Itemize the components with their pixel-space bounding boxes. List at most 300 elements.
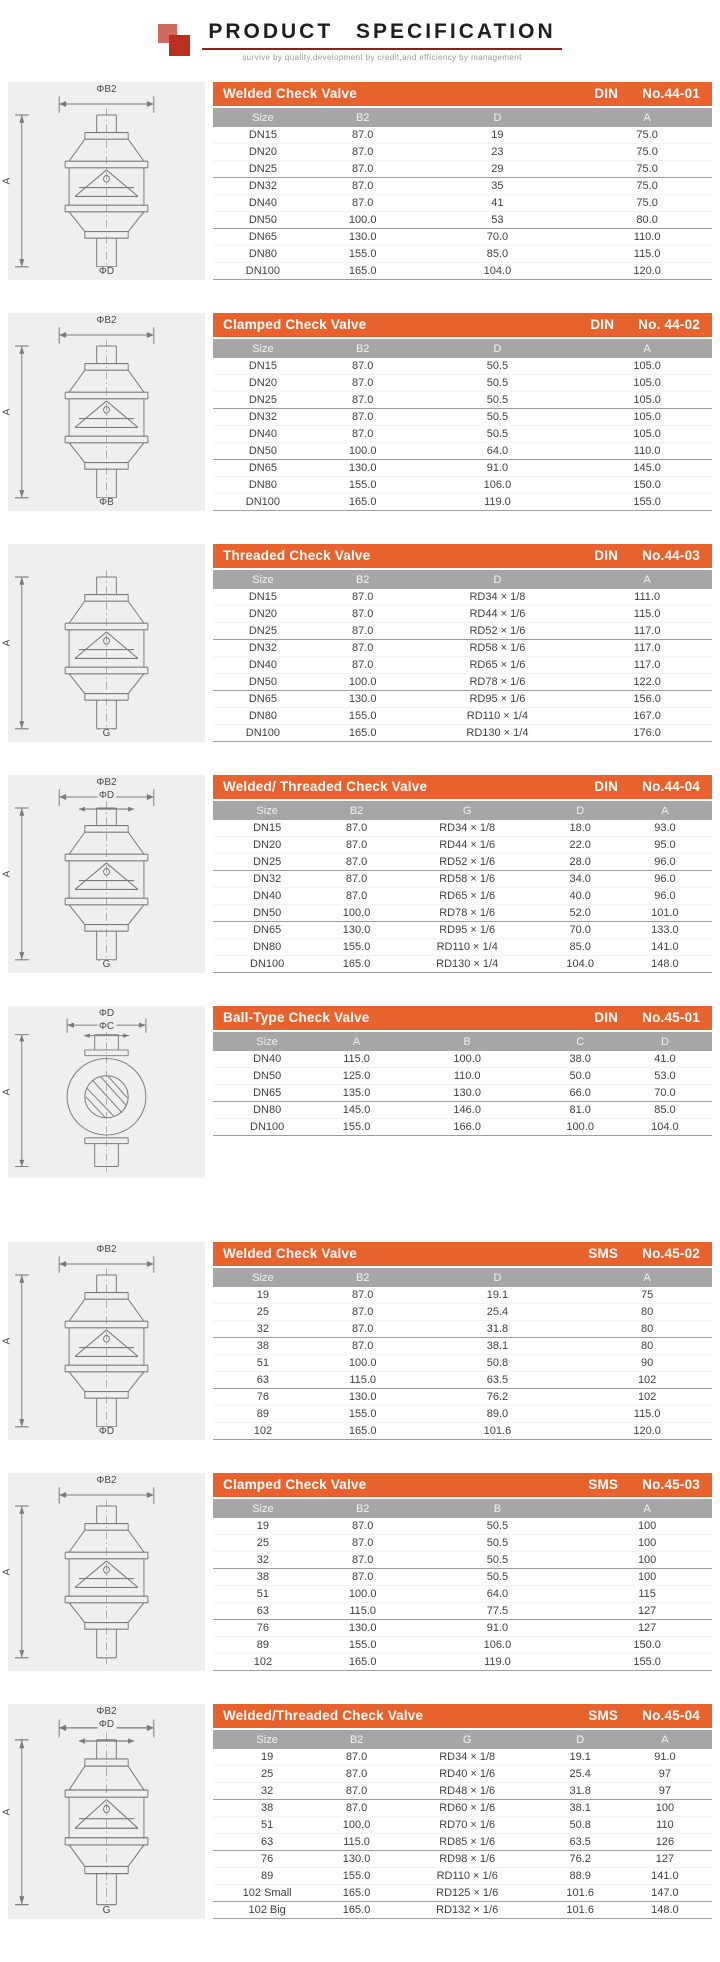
table-cell: 81.0 bbox=[569, 1104, 591, 1116]
table-cell: 100 bbox=[637, 1554, 657, 1566]
table-row bbox=[213, 1637, 712, 1654]
table-row bbox=[213, 1372, 712, 1389]
table-row bbox=[213, 1085, 712, 1102]
table-cell: 89 bbox=[261, 1870, 274, 1882]
table-cell: 87.0 bbox=[351, 411, 374, 423]
table-cell: DN20 bbox=[248, 377, 277, 389]
table-row bbox=[213, 375, 712, 392]
table-cell: 130.0 bbox=[348, 231, 377, 243]
table-cell: 155.0 bbox=[348, 1639, 377, 1651]
table-cell: 115 bbox=[638, 1588, 656, 1600]
valve-diagram bbox=[1, 1473, 205, 1671]
column-header: A bbox=[643, 573, 651, 586]
table-row bbox=[213, 1304, 712, 1321]
valve-drawing-icon bbox=[8, 313, 205, 511]
column-header: Size bbox=[256, 1733, 278, 1746]
table-cell: 87.0 bbox=[345, 822, 368, 834]
table-cell: 87.0 bbox=[351, 1340, 374, 1352]
table-cell: DN40 bbox=[248, 428, 277, 440]
table-cell: RD65 × 1/6 bbox=[439, 890, 496, 902]
standard-label: DIN bbox=[594, 1010, 619, 1025]
table-row bbox=[213, 195, 712, 212]
table-row bbox=[213, 1338, 712, 1355]
table-cell: 87.0 bbox=[351, 1306, 374, 1318]
table-cell: 165.0 bbox=[348, 496, 377, 508]
logo-front-square bbox=[169, 35, 190, 56]
table-row bbox=[213, 820, 712, 837]
table-cell: DN80 bbox=[248, 248, 277, 260]
table-row bbox=[213, 589, 712, 606]
table-body bbox=[213, 1749, 712, 1919]
table-cell: 53 bbox=[491, 214, 504, 226]
table-cell: DN40 bbox=[253, 890, 282, 902]
table-cell: 145.0 bbox=[633, 462, 661, 474]
table-cell: DN32 bbox=[253, 873, 282, 885]
valve-diagram bbox=[1, 313, 205, 511]
table-cell: DN65 bbox=[253, 924, 282, 936]
table-cell: 87.0 bbox=[351, 608, 374, 620]
standard-label: SMS bbox=[588, 1246, 619, 1261]
valve-section bbox=[1, 544, 712, 742]
table-header-row bbox=[213, 570, 712, 589]
table-cell: 87.0 bbox=[345, 1751, 368, 1763]
table-cell: 100.0 bbox=[566, 1121, 594, 1133]
table-row bbox=[213, 905, 712, 922]
table-cell: 32 bbox=[256, 1323, 270, 1335]
table-cell: 50.0 bbox=[569, 1070, 591, 1082]
dim-label-top2: ΦD bbox=[98, 1719, 115, 1730]
table-row bbox=[213, 1535, 712, 1552]
table-cell: 35 bbox=[491, 180, 504, 192]
table-cell: DN50 bbox=[248, 445, 277, 457]
table-row bbox=[213, 1552, 712, 1569]
table-row bbox=[213, 922, 712, 939]
column-header: B2 bbox=[355, 342, 370, 355]
table-cell: DN15 bbox=[248, 129, 277, 141]
table-cell: 66.0 bbox=[569, 1087, 591, 1099]
table-cell: 63.5 bbox=[569, 1836, 591, 1848]
table-row bbox=[213, 1800, 712, 1817]
page-header bbox=[8, 20, 712, 62]
table-cell: 38 bbox=[256, 1571, 270, 1583]
standard-label: DIN bbox=[594, 779, 619, 794]
table-cell: DN25 bbox=[248, 625, 277, 637]
table-cell: DN80 bbox=[253, 941, 282, 953]
table-cell: DN20 bbox=[253, 839, 282, 851]
table-cell: 70.0 bbox=[569, 924, 591, 936]
table-row bbox=[213, 674, 712, 691]
table-row bbox=[213, 443, 712, 460]
table-cell: 100.0 bbox=[342, 1819, 371, 1831]
table-cell: 75.0 bbox=[636, 180, 658, 192]
table-title-bar bbox=[213, 82, 712, 106]
table-row bbox=[213, 623, 712, 640]
table-cell: 104.0 bbox=[651, 1121, 679, 1133]
column-header: B2 bbox=[349, 1733, 364, 1746]
table-cell: 125.0 bbox=[342, 1070, 371, 1082]
table-cell: DN32 bbox=[248, 411, 277, 423]
table-cell: 87.0 bbox=[351, 1571, 374, 1583]
table-cell: 19 bbox=[261, 1751, 274, 1763]
table-row bbox=[213, 1654, 712, 1671]
table-cell: 51 bbox=[261, 1819, 274, 1831]
table-cell: 87.0 bbox=[351, 659, 374, 671]
table-cell: 85.0 bbox=[654, 1104, 676, 1116]
table-cell: 110 bbox=[656, 1819, 674, 1831]
column-header: A bbox=[643, 342, 651, 355]
standard-ref bbox=[594, 779, 700, 794]
table-cell: 50.5 bbox=[486, 377, 509, 389]
column-header: A bbox=[661, 1733, 669, 1746]
table-row bbox=[213, 358, 712, 375]
table-cell: DN25 bbox=[248, 163, 277, 175]
table-cell: 106.0 bbox=[483, 479, 512, 491]
table-cell: 25.4 bbox=[486, 1306, 509, 1318]
table-row bbox=[213, 1868, 712, 1885]
table-cell: DN100 bbox=[245, 727, 281, 739]
table-cell: DN40 bbox=[253, 1053, 282, 1065]
table-cell: 102 Small bbox=[242, 1887, 292, 1899]
page-tagline: survive by quality,development by credit,and efficiency by management bbox=[242, 53, 522, 62]
standard-ref bbox=[594, 548, 700, 563]
table-cell: 110.0 bbox=[453, 1070, 481, 1082]
dim-label-top: ΦB2 bbox=[96, 1244, 117, 1255]
table-cell: DN65 bbox=[253, 1087, 282, 1099]
valve-drawing-icon bbox=[8, 82, 205, 280]
table-cell: 70.0 bbox=[654, 1087, 676, 1099]
table-cell: 97 bbox=[658, 1785, 672, 1797]
table-cell: 87.0 bbox=[351, 394, 374, 406]
column-header: Size bbox=[252, 111, 274, 124]
table-cell: 96.0 bbox=[654, 873, 676, 885]
valve-drawing-icon bbox=[8, 1704, 205, 1919]
table-cell: 104.0 bbox=[566, 958, 594, 970]
table-cell: 87.0 bbox=[351, 163, 374, 175]
column-header: B2 bbox=[355, 573, 370, 586]
column-header: A bbox=[643, 111, 651, 124]
spec-table bbox=[213, 313, 712, 511]
table-cell: 100.0 bbox=[348, 445, 377, 457]
table-cell: 101.0 bbox=[651, 907, 679, 919]
table-body bbox=[213, 127, 712, 280]
spec-number: No.45-01 bbox=[642, 1010, 700, 1025]
table-cell: 100 bbox=[637, 1571, 657, 1583]
valve-diagram bbox=[1, 1006, 205, 1178]
table-cell: RD34 × 1/8 bbox=[439, 822, 496, 834]
table-cell: 150.0 bbox=[633, 1639, 661, 1651]
spec-table bbox=[213, 1242, 712, 1440]
table-row bbox=[213, 1051, 712, 1068]
table-row bbox=[213, 1119, 712, 1136]
table-title-bar bbox=[213, 313, 712, 337]
table-cell: 75.0 bbox=[636, 146, 658, 158]
standard-label: SMS bbox=[588, 1477, 619, 1492]
table-cell: 38.1 bbox=[486, 1340, 509, 1352]
valve-drawing-icon bbox=[8, 544, 205, 742]
table-cell: RD52 × 1/6 bbox=[469, 625, 526, 637]
table-cell: 165.0 bbox=[348, 1656, 377, 1668]
table-cell: 87.0 bbox=[351, 146, 374, 158]
column-header: D bbox=[493, 111, 502, 124]
table-row bbox=[213, 1749, 712, 1766]
table-row bbox=[213, 1068, 712, 1085]
table-cell: 106.0 bbox=[483, 1639, 512, 1651]
standard-label: DIN bbox=[594, 548, 619, 563]
table-cell: 87.0 bbox=[351, 1323, 374, 1335]
dim-label-top2: ΦC bbox=[98, 1021, 115, 1032]
column-header: Size bbox=[256, 1035, 278, 1048]
table-row bbox=[213, 725, 712, 742]
table-cell: 165.0 bbox=[342, 1904, 371, 1916]
table-title-bar bbox=[213, 1242, 712, 1266]
table-cell: DN50 bbox=[253, 907, 282, 919]
column-header: Size bbox=[252, 1271, 274, 1284]
column-header: Size bbox=[252, 342, 274, 355]
table-title-bar bbox=[213, 544, 712, 568]
table-cell: 165.0 bbox=[348, 1425, 377, 1437]
table-cell: 115.0 bbox=[343, 1836, 370, 1848]
dim-label-bottom: G bbox=[102, 1905, 111, 1916]
column-header: D bbox=[493, 573, 502, 586]
table-cell: 166.0 bbox=[453, 1121, 481, 1133]
table-header-row bbox=[213, 801, 712, 820]
table-row bbox=[213, 837, 712, 854]
table-body bbox=[213, 589, 712, 742]
table-cell: 102 bbox=[253, 1656, 273, 1668]
table-cell: 25 bbox=[261, 1768, 274, 1780]
valve-type-title: Clamped Check Valve bbox=[223, 317, 367, 332]
table-row bbox=[213, 1783, 712, 1800]
table-row bbox=[213, 494, 712, 511]
table-cell: 53.0 bbox=[654, 1070, 676, 1082]
table-cell: DN20 bbox=[248, 146, 277, 158]
table-cell: 95.0 bbox=[654, 839, 676, 851]
table-cell: 87.0 bbox=[351, 1520, 374, 1532]
column-header: D bbox=[576, 1733, 585, 1746]
table-cell: 102 Big bbox=[248, 1904, 286, 1916]
table-title-bar bbox=[213, 1473, 712, 1497]
table-cell: 102 bbox=[637, 1391, 657, 1403]
table-cell: 100.0 bbox=[348, 1588, 377, 1600]
table-row bbox=[213, 1885, 712, 1902]
spec-number: No.45-02 bbox=[642, 1246, 700, 1261]
table-cell: 155.0 bbox=[348, 1408, 377, 1420]
table-cell: 91.0 bbox=[486, 1622, 509, 1634]
table-cell: 80 bbox=[641, 1323, 654, 1335]
table-cell: RD70 × 1/6 bbox=[439, 1819, 496, 1831]
column-header: Size bbox=[256, 804, 278, 817]
table-cell: 105.0 bbox=[633, 377, 661, 389]
table-title-bar bbox=[213, 1704, 712, 1728]
table-title-bar bbox=[213, 775, 712, 799]
table-cell: 87.0 bbox=[345, 839, 368, 851]
table-cell: 91.0 bbox=[486, 462, 509, 474]
table-cell: 165.0 bbox=[348, 727, 377, 739]
valve-type-title: Welded Check Valve bbox=[223, 86, 357, 101]
table-cell: 115.0 bbox=[343, 1053, 370, 1065]
table-cell: 155.0 bbox=[633, 496, 661, 508]
table-cell: 130.0 bbox=[342, 1853, 371, 1865]
dim-label-left: A bbox=[1, 870, 13, 878]
table-cell: DN32 bbox=[248, 180, 277, 192]
standard-label: DIN bbox=[590, 317, 615, 332]
table-cell: 63 bbox=[256, 1605, 270, 1617]
dim-label-bottom: G bbox=[102, 959, 111, 970]
table-header-row bbox=[213, 1268, 712, 1287]
table-cell: 105.0 bbox=[633, 428, 661, 440]
standard-ref bbox=[590, 317, 700, 332]
table-cell: 75 bbox=[641, 1289, 654, 1301]
table-header-row bbox=[213, 1499, 712, 1518]
table-cell: 38.1 bbox=[569, 1802, 591, 1814]
table-row bbox=[213, 1603, 712, 1620]
table-cell: 50.5 bbox=[486, 428, 509, 440]
table-cell: 19.1 bbox=[569, 1751, 591, 1763]
table-row bbox=[213, 871, 712, 888]
table-cell: 80 bbox=[641, 1340, 654, 1352]
table-body bbox=[213, 1287, 712, 1440]
spec-number: No.44-04 bbox=[642, 779, 700, 794]
dim-label-left: A bbox=[1, 177, 13, 185]
table-cell: DN25 bbox=[248, 394, 277, 406]
table-cell: 130.0 bbox=[453, 1087, 481, 1099]
spec-table bbox=[213, 1473, 712, 1671]
table-row bbox=[213, 1423, 712, 1440]
dim-label-bottom: G bbox=[102, 728, 111, 739]
dim-label-bottom: ΦD bbox=[98, 266, 115, 277]
table-cell: 165.0 bbox=[342, 958, 371, 970]
table-cell: RD125 × 1/6 bbox=[436, 1887, 499, 1899]
dim-label-left: A bbox=[1, 1088, 13, 1096]
table-body bbox=[213, 1051, 712, 1136]
table-cell: 110.0 bbox=[633, 231, 661, 243]
column-header: D bbox=[493, 342, 502, 355]
valve-section bbox=[1, 82, 712, 280]
table-cell: 50.5 bbox=[486, 360, 509, 372]
table-cell: DN50 bbox=[248, 214, 277, 226]
table-row bbox=[213, 708, 712, 725]
spec-number: No. 44-02 bbox=[638, 317, 700, 332]
table-cell: 87.0 bbox=[351, 197, 374, 209]
table-cell: 87.0 bbox=[351, 180, 374, 192]
table-cell: 87.0 bbox=[351, 1554, 374, 1566]
table-cell: 70.0 bbox=[486, 231, 509, 243]
dim-label-top: ΦB2 bbox=[96, 1706, 117, 1717]
valve-diagram bbox=[1, 775, 205, 973]
dim-label-top: ΦB2 bbox=[96, 315, 117, 326]
table-row bbox=[213, 1586, 712, 1603]
table-header-row bbox=[213, 1032, 712, 1051]
table-cell: 76 bbox=[261, 1853, 274, 1865]
dim-label-left: A bbox=[1, 1337, 13, 1345]
column-header: G bbox=[462, 1733, 472, 1746]
table-cell: DN15 bbox=[253, 822, 282, 834]
table-cell: 63 bbox=[256, 1374, 270, 1386]
table-cell: 50.5 bbox=[486, 1571, 509, 1583]
column-header: B2 bbox=[355, 1502, 370, 1515]
table-cell: 155.0 bbox=[348, 710, 377, 722]
table-cell: 167.0 bbox=[633, 710, 661, 722]
table-cell: 64.0 bbox=[486, 445, 509, 457]
spec-table bbox=[213, 1006, 712, 1136]
table-row bbox=[213, 246, 712, 263]
table-cell: 147.0 bbox=[651, 1887, 679, 1899]
table-cell: 176.0 bbox=[633, 727, 661, 739]
table-cell: 75.0 bbox=[636, 129, 658, 141]
table-cell: DN80 bbox=[248, 710, 277, 722]
table-cell: 127 bbox=[637, 1622, 657, 1634]
table-cell: 50.8 bbox=[569, 1819, 591, 1831]
table-cell: RD110 × 1/4 bbox=[436, 941, 498, 953]
table-row bbox=[213, 1406, 712, 1423]
table-row bbox=[213, 212, 712, 229]
column-header: C bbox=[576, 1035, 585, 1048]
valve-drawing-icon bbox=[8, 775, 205, 973]
table-row bbox=[213, 606, 712, 623]
table-cell: 130.0 bbox=[348, 462, 377, 474]
table-cell: 87.0 bbox=[351, 377, 374, 389]
table-cell: 148.0 bbox=[651, 958, 679, 970]
table-cell: 34.0 bbox=[569, 873, 591, 885]
table-cell: DN15 bbox=[248, 591, 277, 603]
table-cell: 111.0 bbox=[634, 591, 661, 603]
table-cell: 120.0 bbox=[633, 1425, 661, 1437]
table-body bbox=[213, 1518, 712, 1671]
table-cell: 96.0 bbox=[654, 856, 676, 868]
table-cell: 105.0 bbox=[633, 394, 661, 406]
table-cell: 127 bbox=[655, 1853, 675, 1865]
table-cell: 80 bbox=[641, 1306, 654, 1318]
table-cell: 156.0 bbox=[633, 693, 661, 705]
column-header: A bbox=[643, 1271, 651, 1284]
table-cell: RD58 × 1/6 bbox=[469, 642, 526, 654]
table-cell: 97 bbox=[658, 1768, 672, 1780]
valve-type-title: Ball-Type Check Valve bbox=[223, 1010, 370, 1025]
table-cell: 101.6 bbox=[566, 1904, 594, 1916]
table-cell: 100.0 bbox=[348, 214, 377, 226]
table-cell: 155.0 bbox=[342, 941, 371, 953]
table-cell: 76.2 bbox=[486, 1391, 509, 1403]
table-cell: 19 bbox=[256, 1289, 270, 1301]
table-cell: 50.8 bbox=[486, 1357, 509, 1369]
dim-label-bottom: ΦB bbox=[99, 497, 114, 508]
table-cell: 50.5 bbox=[486, 394, 509, 406]
table-row bbox=[213, 1321, 712, 1338]
table-cell: 130.0 bbox=[348, 693, 377, 705]
table-cell: 127 bbox=[637, 1605, 657, 1617]
table-cell: DN100 bbox=[245, 265, 281, 277]
table-header-row bbox=[213, 1730, 712, 1749]
table-row bbox=[213, 1287, 712, 1304]
sections-container bbox=[1, 82, 712, 1919]
table-cell: 89 bbox=[256, 1639, 270, 1651]
table-cell: 115.0 bbox=[349, 1374, 377, 1386]
table-cell: 117.0 bbox=[633, 642, 661, 654]
table-cell: 50.5 bbox=[486, 1537, 509, 1549]
table-cell: 85.0 bbox=[569, 941, 591, 953]
table-cell: 101.6 bbox=[566, 1887, 594, 1899]
table-cell: 87.0 bbox=[351, 625, 374, 637]
table-cell: 75.0 bbox=[636, 163, 658, 175]
table-cell: 119.0 bbox=[484, 1656, 511, 1668]
table-cell: RD130 × 1/4 bbox=[436, 958, 499, 970]
table-cell: 87.0 bbox=[345, 890, 368, 902]
table-cell: RD98 × 1/6 bbox=[439, 1853, 496, 1865]
table-cell: 40.0 bbox=[569, 890, 591, 902]
table-cell: 19 bbox=[256, 1520, 270, 1532]
table-cell: RD44 × 1/6 bbox=[439, 839, 496, 851]
spec-number: No.44-01 bbox=[642, 86, 700, 101]
